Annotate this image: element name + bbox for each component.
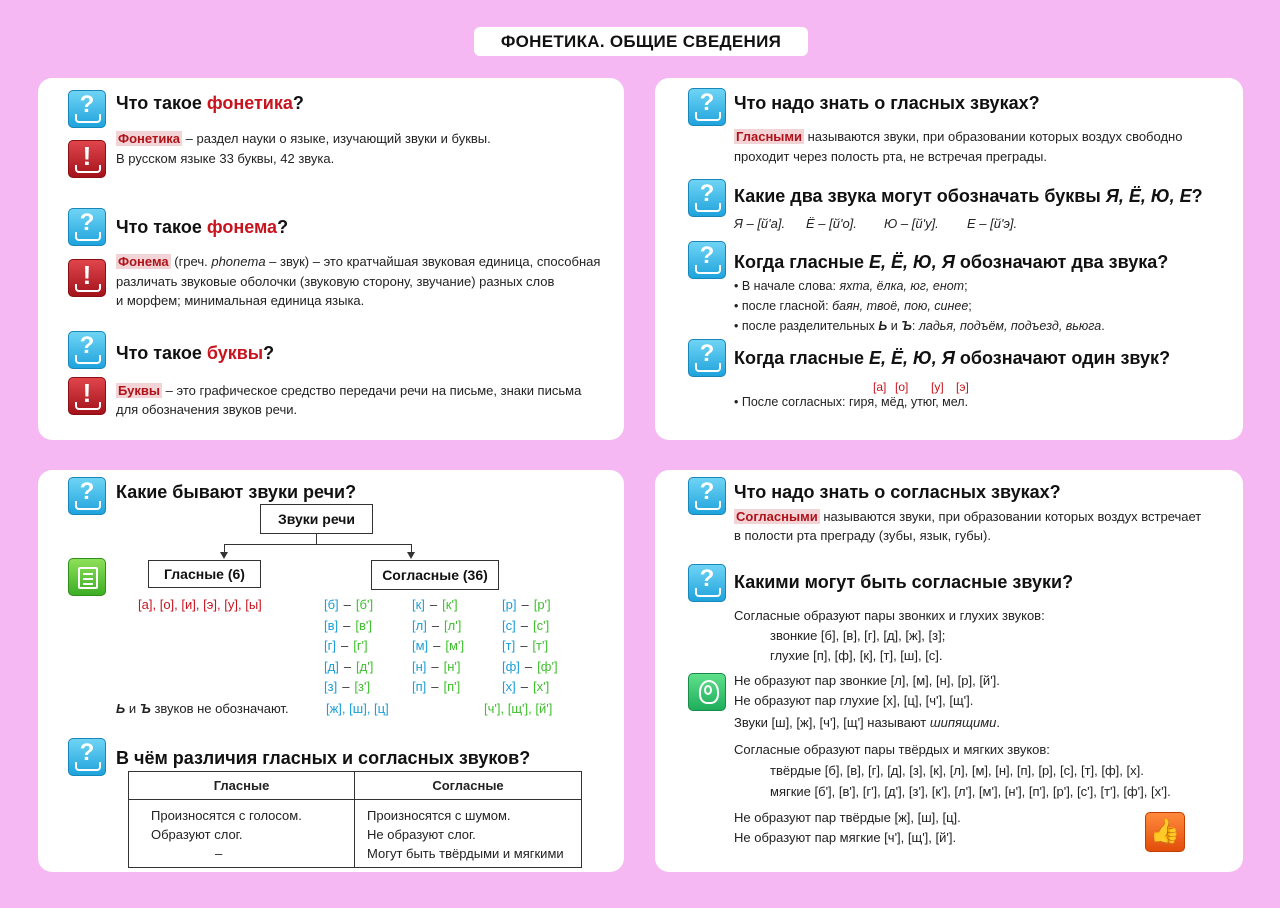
heading-consonant-types: Какими могут быть согласные звуки? bbox=[734, 572, 1074, 592]
rule-word-start: • В начале слова: яхта, ёлка, юг, енот; bbox=[734, 279, 968, 293]
heading-differences: В чём различия гласных и согласных звуков? bbox=[116, 748, 531, 768]
signs-note: Ь и Ъ звуков не обозначают. bbox=[116, 701, 289, 716]
hard-only-sounds: [ж], [ш], [ц] bbox=[326, 701, 389, 716]
vowel-sounds-list: [а], [о], [и], [э], [у], [ы] bbox=[138, 597, 262, 612]
consonants-definition: Согласными называются звуки, при образовании которых воздух встречает bbox=[736, 509, 1202, 524]
root-box: Звуки речи bbox=[260, 504, 373, 534]
hissing-sounds: Звуки [ш], [ж], [ч'], [щ'] называют шипящими. bbox=[734, 715, 1001, 730]
consonants-definition-line2: в полости рта преграду (зубы, язык, губы). bbox=[734, 528, 991, 543]
unpaired-voiceless: Не образуют пар глухие [х], [ц], [ч'], [щ']. bbox=[734, 693, 974, 708]
hard-list: твёрдые [б], [в], [г], [д], [з], [к], [л], [м], [н], [п], [р], [с], [т], [ф], [х]. bbox=[770, 763, 1144, 778]
consonant-pair: [н] – [н'] bbox=[412, 658, 461, 674]
question-book-icon: ? bbox=[68, 477, 106, 515]
letters-definition-line2: для обозначения звуков речи. bbox=[116, 402, 298, 417]
heading-about-vowels: Что надо знать о гласных звуках? bbox=[734, 93, 1040, 113]
exclamation-book-icon: ! bbox=[68, 140, 106, 178]
unpaired-voiced: Не образуют пар звонкие [л], [м], [н], [р], [й']. bbox=[734, 673, 1000, 688]
voiced-list: звонкие [б], [в], [г], [д], [ж], [з]; bbox=[770, 628, 946, 643]
consonant-pair: [п] – [п'] bbox=[412, 679, 461, 694]
hard-soft-pairs-intro: Согласные образуют пары твёрдых и мягких звуков: bbox=[734, 742, 1050, 757]
question-book-icon: ? bbox=[688, 564, 726, 602]
voiceless-list: глухие [п], [ф], [к], [т], [ш], [с]. bbox=[770, 648, 943, 663]
consonant-pair: [л] – [л'] bbox=[412, 617, 462, 633]
consonant-pair: [ф] – [ф'] bbox=[502, 658, 558, 674]
tree-line bbox=[316, 534, 317, 544]
sound-mark-e: [э] bbox=[956, 380, 969, 394]
phonetics-letters-count: В русском языке 33 буквы, 42 звука. bbox=[116, 151, 335, 166]
page-title: ФОНЕТИКА. ОБЩИЕ СВЕДЕНИЯ bbox=[474, 27, 808, 56]
vowels-box: Гласные (6) bbox=[148, 560, 261, 588]
unpaired-hard: Не образуют пар твёрдые [ж], [ш], [ц]. bbox=[734, 810, 961, 825]
heading-when-one-sound: Когда гласные Е, Ё, Ю, Я обозначают один звук? bbox=[734, 348, 1171, 368]
yo-sounds: Ё – [й'о]. bbox=[806, 216, 857, 231]
sound-mark-o: [о] bbox=[895, 380, 909, 394]
vowels-properties: Произносятся с голосом. Образуют слог. – bbox=[129, 800, 355, 868]
yu-sounds: Ю – [й'у]. bbox=[884, 216, 939, 231]
exclamation-book-icon: ! bbox=[68, 259, 106, 297]
panel-phonetics-definitions bbox=[38, 78, 624, 440]
question-book-icon: ? bbox=[688, 88, 726, 126]
idea-head-icon bbox=[688, 673, 726, 711]
heading-two-sounds-letters: Какие два звука могут обозначать буквы Я, Ё, Ю, Е? bbox=[734, 186, 1203, 206]
consonant-pair: [б] – [б'] bbox=[324, 597, 374, 612]
question-book-icon: ? bbox=[68, 738, 106, 776]
question-book-icon: ? bbox=[68, 90, 106, 128]
panel-consonants bbox=[655, 470, 1243, 872]
panel-speech-sounds bbox=[38, 470, 624, 872]
voiced-voiceless-pairs-intro: Согласные образуют пары звонких и глухих звуков: bbox=[734, 608, 1045, 623]
consonant-pair: [с] – [с'] bbox=[502, 617, 550, 633]
phoneme-definition-line2: различать звуковые оболочки (звуковую сторону, звучание) разных слов bbox=[116, 274, 555, 289]
comparison-table bbox=[128, 771, 582, 868]
vowels-definition-line2: проходит через полость рта, не встречая преграды. bbox=[734, 149, 1047, 164]
consonant-pair: [г] – [г'] bbox=[324, 638, 368, 653]
heading-speech-sounds: Какие бывают звуки речи? bbox=[116, 482, 357, 502]
consonant-pair: [х] – [х'] bbox=[502, 679, 550, 694]
consonants-box: Согласные (36) bbox=[371, 560, 499, 590]
phoneme-definition: Фонема (греч. phonema – звук) – это кратчайшая звуковая единица, способная bbox=[118, 254, 601, 269]
tree-line bbox=[224, 544, 411, 545]
rule-after-vowel: • после гласной: баян, твоё, пою, синее; bbox=[734, 299, 972, 313]
sound-mark-u: [у] bbox=[931, 380, 944, 394]
heading-what-are-letters: Что такое буквы? bbox=[116, 343, 275, 363]
arrow-down-icon bbox=[220, 552, 228, 559]
heading-what-is-phoneme: Что такое фонема? bbox=[116, 217, 289, 237]
soft-only-sounds: [ч'], [щ'], [й'] bbox=[484, 701, 553, 716]
heading-what-is-phonetics: Что такое фонетика? bbox=[116, 93, 304, 113]
heading-about-consonants: Что надо знать о согласных звуках? bbox=[734, 482, 1061, 502]
table-header-vowels: Гласные bbox=[129, 772, 355, 800]
letters-definition: Буквы – это графическое средство передачи речи на письме, знаки письма bbox=[118, 383, 582, 398]
consonant-pair: [м] – [м'] bbox=[412, 638, 465, 653]
notes-icon bbox=[68, 558, 106, 596]
question-book-icon: ? bbox=[688, 241, 726, 279]
ya-sounds: Я – [й'а]. bbox=[734, 216, 786, 231]
consonant-pair: [з] – [з'] bbox=[324, 679, 371, 694]
panel-vowels bbox=[655, 78, 1243, 440]
consonant-pair: [к] – [к'] bbox=[412, 597, 458, 612]
table-header-consonants: Согласные bbox=[355, 772, 582, 800]
ye-sounds: Е – [й'э]. bbox=[967, 216, 1018, 231]
question-book-icon: ? bbox=[68, 208, 106, 246]
consonant-pair: [р] – [р'] bbox=[502, 597, 551, 612]
sound-mark-a: [а] bbox=[873, 380, 887, 394]
question-book-icon: ? bbox=[68, 331, 106, 369]
unpaired-soft: Не образуют пар мягкие [ч'], [щ'], [й']. bbox=[734, 830, 957, 845]
consonant-pair: [т] – [т'] bbox=[502, 638, 549, 653]
thumbs-up-icon: 👍 bbox=[1145, 812, 1185, 852]
question-book-icon: ? bbox=[688, 179, 726, 217]
phonetics-definition: Фонетика – раздел науки о языке, изучающий звуки и буквы. bbox=[118, 131, 491, 146]
phoneme-definition-line3: и морфем; минимальная единица языка. bbox=[116, 293, 365, 308]
vowels-definition: Гласными называются звуки, при образовании которых воздух свободно bbox=[736, 129, 1183, 144]
exclamation-book-icon: ! bbox=[68, 377, 106, 415]
question-book-icon: ? bbox=[688, 339, 726, 377]
heading-when-two-sounds: Когда гласные Е, Ё, Ю, Я обозначают два звука? bbox=[734, 252, 1169, 272]
arrow-down-icon bbox=[407, 552, 415, 559]
question-book-icon: ? bbox=[688, 477, 726, 515]
rule-after-separating-signs: • после разделительных Ь и Ъ: ладья, подъём, подъезд, вьюга. bbox=[734, 319, 1105, 333]
consonant-pair: [д] – [д'] bbox=[324, 658, 374, 674]
rule-after-consonants: • После согласных: гиря, мёд, утюг, мел. bbox=[734, 395, 969, 409]
consonants-properties: Произносятся с шумом. Не образуют слог. Могут быть твёрдыми и мягкими bbox=[355, 800, 582, 868]
consonant-pair: [в] – [в'] bbox=[324, 617, 372, 633]
soft-list: мягкие [б'], [в'], [г'], [д'], [з'], [к'], [л'], [м'], [н'], [п'], [р'], [с'], [т'], [ф'], [х']. bbox=[770, 784, 1171, 799]
